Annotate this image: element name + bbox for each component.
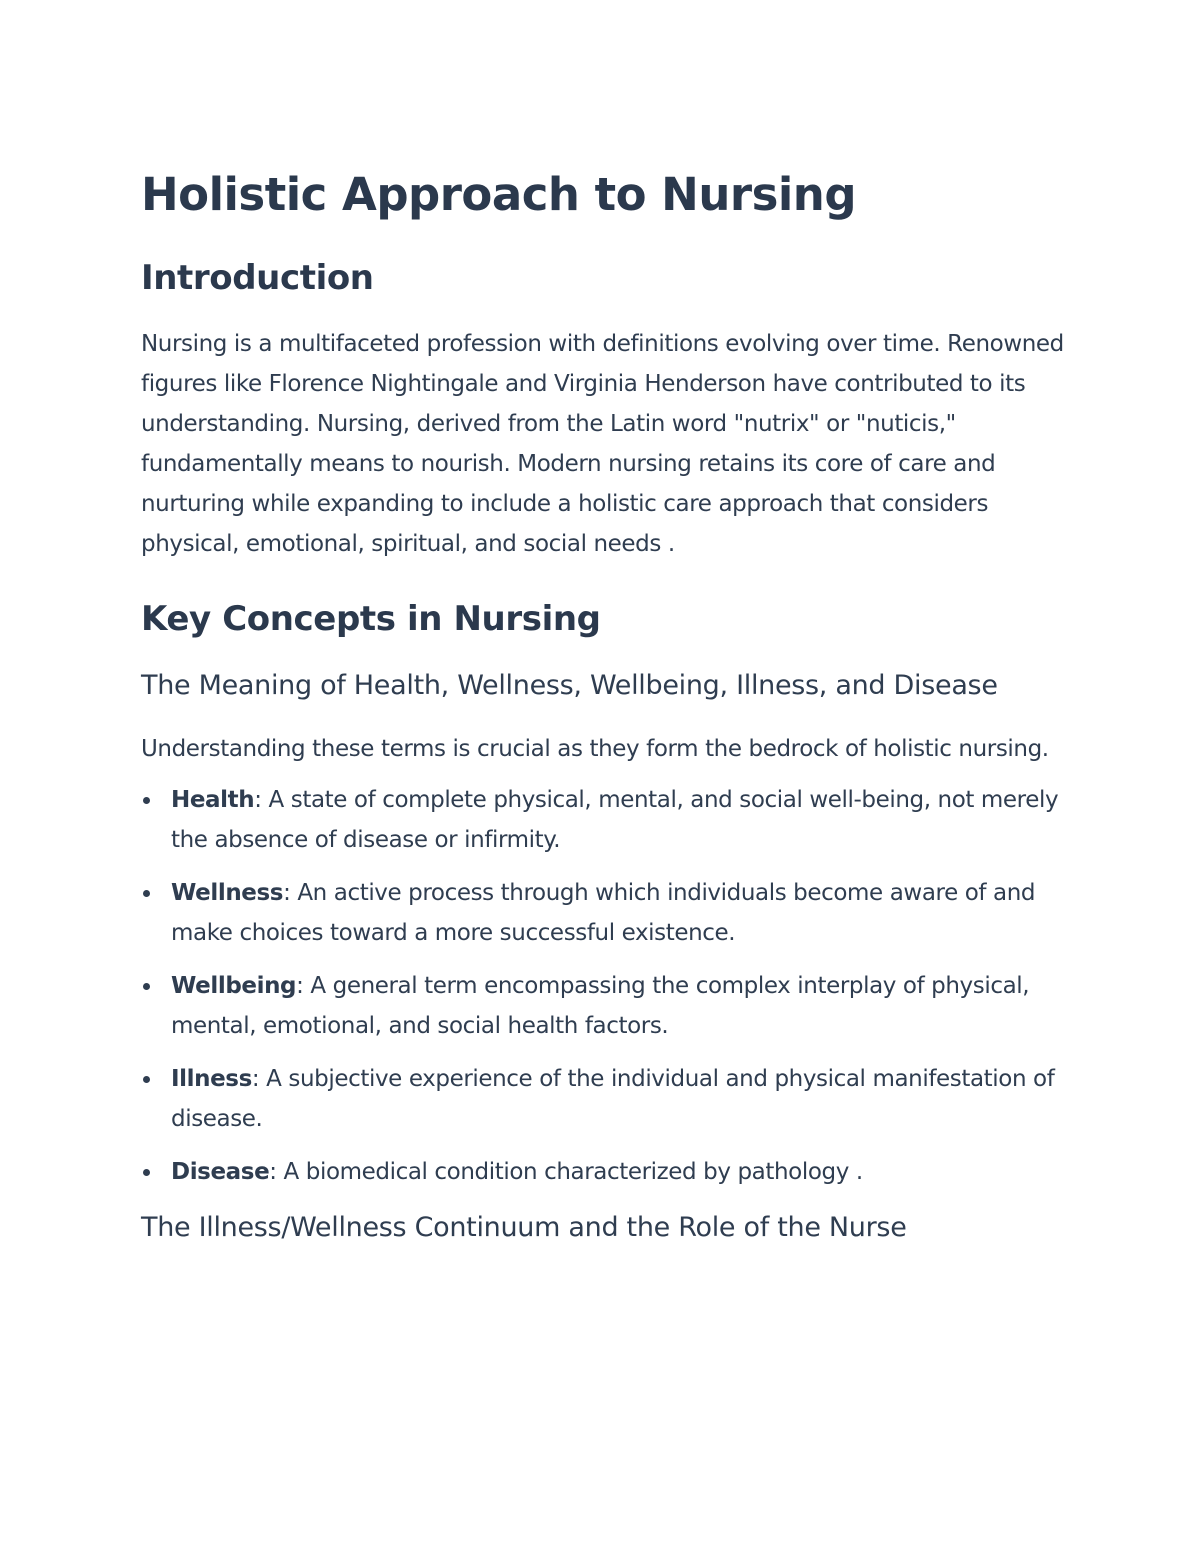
definition-text: : An active process through which individuals become aware of and make choices toward a more successful existence. (171, 880, 1036, 946)
bullet-icon (143, 1076, 150, 1083)
list-item (141, 873, 1071, 953)
definition-term: Wellness (171, 880, 284, 906)
list-item (141, 780, 1071, 860)
list-item (141, 1059, 1071, 1139)
meaning-paragraph: Understanding these terms is crucial as they form the bedrock of holistic nursing. (141, 736, 1049, 762)
definition-text: : A general term encompassing the complex interplay of physical, mental, emotional, and social health factors. (171, 973, 1030, 1039)
bullet-icon (143, 797, 150, 804)
bullet-icon (143, 1169, 150, 1176)
continuum-subheading: The Illness/Wellness Continuum and the Role of the Nurse (141, 1212, 907, 1243)
document-page (141, 166, 1071, 1250)
definition-term: Disease (171, 1159, 270, 1185)
bullet-icon (143, 890, 150, 897)
document-title: Holistic Approach to Nursing (141, 168, 857, 221)
introduction-paragraph: Nursing is a multifaceted profession with definitions evolving over time. Renowned figures like Florence Nightingale and Virginia Henderson have contributed to its understanding. Nursing, derived from the Latin word "nutrix" or "nuticis," fundamentally means to nourish. Modern nursing retains its core of care and nurturing while expanding to include a holistic care approach that considers physical, emotional, spiritual, and social needs . (141, 331, 1064, 557)
definition-text: : A biomedical condition characterized by pathology . (269, 1159, 863, 1185)
definition-text: : A subjective experience of the individual and physical manifestation of disease. (171, 1066, 1055, 1132)
list-item (141, 1152, 1071, 1192)
definition-term: Wellbeing (171, 973, 297, 999)
definition-term: Health (171, 787, 255, 813)
meaning-subheading: The Meaning of Health, Wellness, Wellbeing, Illness, and Disease (141, 670, 998, 701)
introduction-heading: Introduction (141, 258, 374, 298)
key-concepts-heading: Key Concepts in Nursing (141, 599, 601, 639)
definition-term: Illness (171, 1066, 252, 1092)
list-item (141, 966, 1071, 1046)
definition-text: : A state of complete physical, mental, and social well-being, not merely the absence of disease or infirmity. (171, 787, 1059, 853)
definitions-list (141, 780, 1071, 1192)
bullet-icon (143, 983, 150, 990)
